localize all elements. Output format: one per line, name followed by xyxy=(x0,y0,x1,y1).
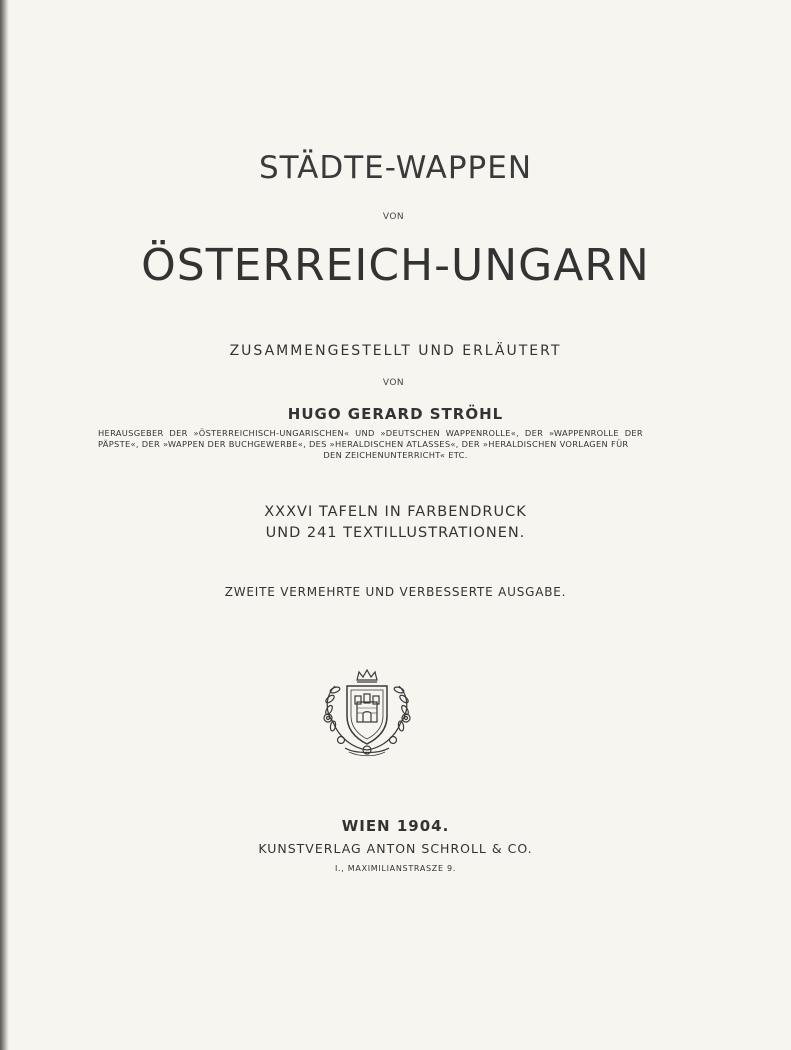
plates-line-2: UND 241 TEXTILLUSTRATIONEN. xyxy=(265,525,526,541)
title-line-1: STÄDTE-WAPPEN xyxy=(258,150,533,186)
title-line-2: ÖSTERREICH-UNGARN xyxy=(141,240,650,291)
von-label-1: VON xyxy=(382,212,405,222)
heraldic-shield-icon xyxy=(319,666,415,760)
author-name: HUGO GERARD STRÖHL xyxy=(287,405,504,423)
author-credentials: HERAUSGEBER DER »ÖSTERREICHISCH-UNGARISCHEN« UND »DEUTSCHEN WAPPENROLLE«, DER »WAPPENROLLE DER PÄPSTE«, DER »WAPPEN DER BUCHGEWERBE«, DES »HERALDISCHEN ATLASSES«, DER »HERALDISCHEN VORLAGEN FÜR xyxy=(98,428,643,449)
plates-line-1: XXXVI TAFELN IN FARBENDRUCK xyxy=(264,504,527,520)
publisher-address: I., MAXIMILIANSTRASZE 9. xyxy=(335,864,456,873)
publisher-name: KUNSTVERLAG ANTON SCHROLL & CO. xyxy=(258,841,533,856)
subtitle: ZUSAMMENGESTELLT UND ERLÄUTERT xyxy=(229,343,562,359)
publication-city-year: WIEN 1904. xyxy=(341,817,450,835)
author-credentials-last-line: DEN ZEICHENUNTERRICHT« ETC. xyxy=(323,450,468,460)
von-label-2: VON xyxy=(382,378,405,388)
edition-note: ZWEITE VERMEHRTE UND VERBESSERTE AUSGABE. xyxy=(224,585,567,599)
